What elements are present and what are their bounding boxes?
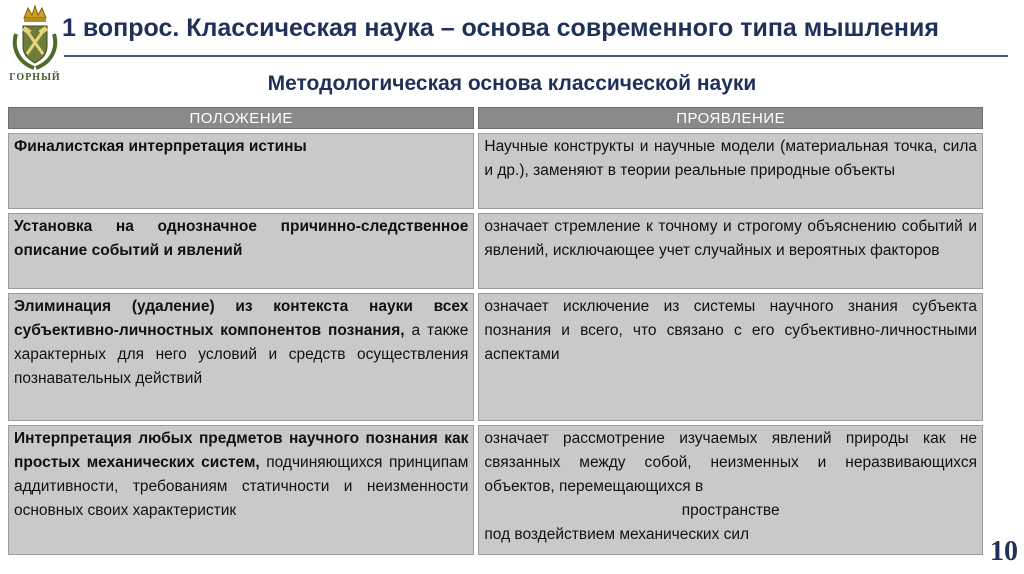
slide-number: 10 bbox=[990, 536, 1018, 567]
position-bold-text: Интерпретация любых предметов научного познания как простых механических систем, bbox=[14, 430, 469, 471]
position-bold-text: Элиминация (удаление) из контекста науки всех субъективно-личностных компонентов познания, bbox=[14, 298, 469, 339]
manifestation-text: Научные конструкты и научные модели (материальная точка, сила и др.), заменяют в теории реальные природные объекты bbox=[484, 138, 977, 179]
position-bold-text: Установка на однозначное причинно-следственное описание событий и явлений bbox=[14, 218, 469, 259]
logo-caption: ГОРНЫЙ bbox=[9, 72, 61, 83]
column-header-position: ПОЛОЖЕНИЕ bbox=[8, 107, 474, 129]
table-row bbox=[8, 133, 983, 209]
page-subtitle: Методологическая основа классической науки bbox=[267, 72, 757, 95]
manifestation-text: означает рассмотрение изучаемых явлений природы как не связанных между собой, неизменных и неразвивающихся объектов, перемещающихся в bbox=[484, 430, 977, 495]
title-divider bbox=[64, 55, 1008, 57]
position-text: подчиняющихся принципам аддитивности, требованиям статичности и неизменности основных своих характеристик bbox=[14, 454, 469, 519]
position-text: а также характерных для него условий и средств осуществления познавательных действий bbox=[14, 322, 469, 387]
manifestation-centered-text: пространстве bbox=[681, 502, 780, 519]
manifestation-text: означает стремление к точному и строгому объяснению событий и явлений, исключающее учет случайных и вероятных факторов bbox=[484, 218, 977, 259]
position-cell bbox=[8, 293, 474, 421]
manifestation-cell bbox=[478, 425, 983, 555]
page-title: 1 вопрос. Классическая наука – основа современного типа мышления bbox=[62, 14, 939, 42]
position-cell bbox=[8, 425, 474, 555]
manifestation-cell bbox=[478, 133, 983, 209]
methodology-table bbox=[4, 103, 987, 559]
position-cell bbox=[8, 213, 474, 289]
position-bold-text: Финалистская интерпретация истины bbox=[14, 138, 307, 155]
position-cell bbox=[8, 133, 474, 209]
table-header-row bbox=[8, 107, 983, 129]
manifestation-tail-text: под воздействием механических сил bbox=[484, 526, 750, 543]
table-row bbox=[8, 293, 983, 421]
table-row bbox=[8, 213, 983, 289]
manifestation-text: означает исключение из системы научного знания субъекта познания и всего, что связано с его субъективно-личностными аспектами bbox=[484, 298, 977, 363]
manifestation-cell bbox=[478, 293, 983, 421]
manifestation-cell bbox=[478, 213, 983, 289]
table-row bbox=[8, 425, 983, 555]
column-header-manifestation: ПРОЯВЛЕНИЕ bbox=[478, 107, 983, 129]
